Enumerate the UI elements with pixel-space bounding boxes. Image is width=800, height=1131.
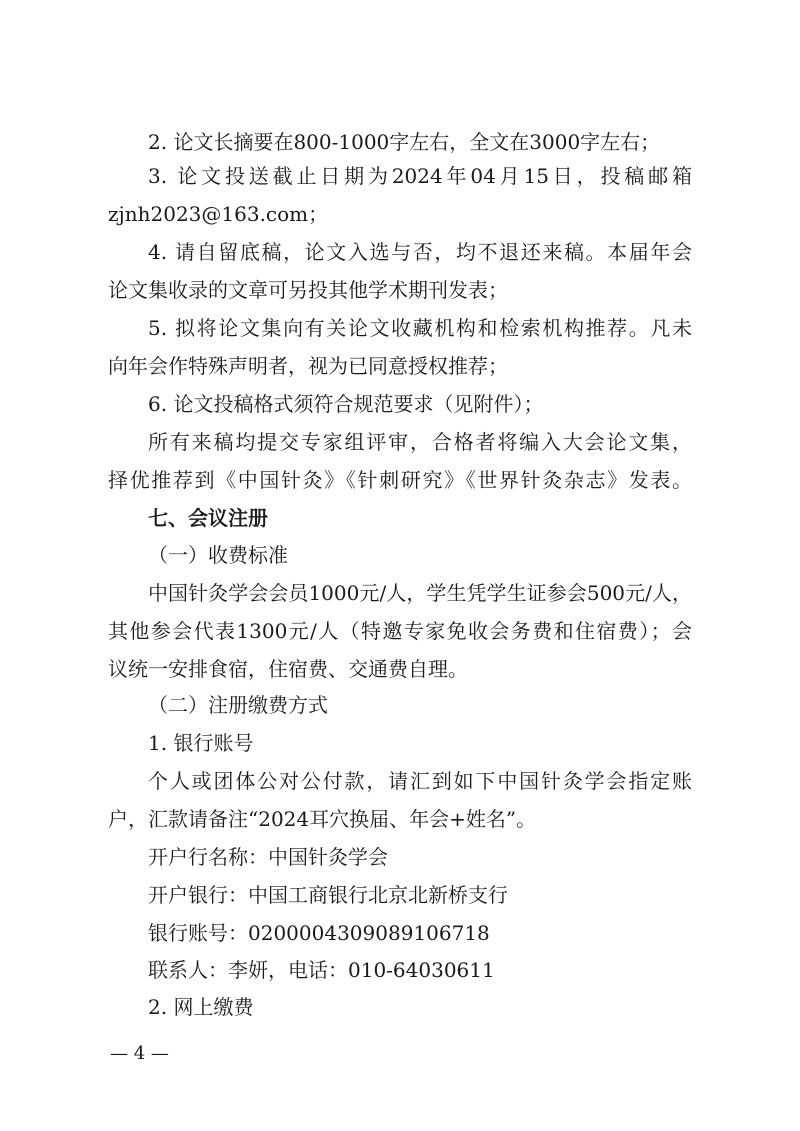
account-name: 开户行名称：中国针灸学会 [148,845,388,869]
paragraph-transfer: 个人或团体公对公付款，请汇到如下中国针灸学会指定账 [148,769,692,793]
paragraph-review: 所有来稿均提交专家组评审，合格者将编入大会论文集， [148,430,692,454]
item-format: 6. 论文投稿格式须符合规范要求（见附件）； [148,392,544,416]
item-recommend-cont: 向年会作特殊声明者，视为已同意授权推荐； [108,354,508,378]
paragraph-transfer-cont: 户，汇款请备注“2024耳穴换届、年会+姓名”。 [108,807,537,831]
section-heading-registration: 七、会议注册 [148,506,268,530]
page-number: — 4 — [110,1043,169,1064]
paragraph-review-cont: 择优推荐到《中国针灸》《针刺研究》《世界针灸杂志》发表。 [108,468,692,492]
item-bank-account: 1. 银行账号 [148,731,254,755]
contact-info: 联系人：李妍，电话：010-64030611 [148,958,495,982]
item-keep-draft-cont: 论文集收录的文章可另投其他学术期刊发表； [108,278,508,302]
subheading-fees: （一）收费标准 [148,543,288,567]
item-deadline-email: zjnh2023@163.com； [108,202,329,226]
item-online-payment: 2. 网上缴费 [148,995,254,1019]
account-number: 银行账号：0200004309089106718 [148,921,490,945]
item-abstract-length: 2. 论文长摘要在800-1000字左右，全文在3000字左右； [148,130,661,154]
paragraph-fees-cont-2: 议统一安排食宿，住宿费、交通费自理。 [108,657,468,681]
item-deadline: 3. 论文投送截止日期为2024年04月15日，投稿邮箱 [148,164,692,188]
paragraph-fees: 中国针灸学会会员1000元/人，学生凭学生证参会500元/人， [148,581,692,605]
item-keep-draft: 4. 请自留底稿，论文入选与否，均不退还来稿。本届年会 [148,240,692,264]
bank-name: 开户银行：中国工商银行北京北新桥支行 [148,883,508,907]
paragraph-fees-cont-1: 其他参会代表1300元/人（特邀专家免收会务费和住宿费）；会 [108,619,692,643]
item-recommend: 5. 拟将论文集向有关论文收藏机构和检索机构推荐。凡未 [148,316,692,340]
subheading-payment: （二）注册缴费方式 [148,693,328,717]
